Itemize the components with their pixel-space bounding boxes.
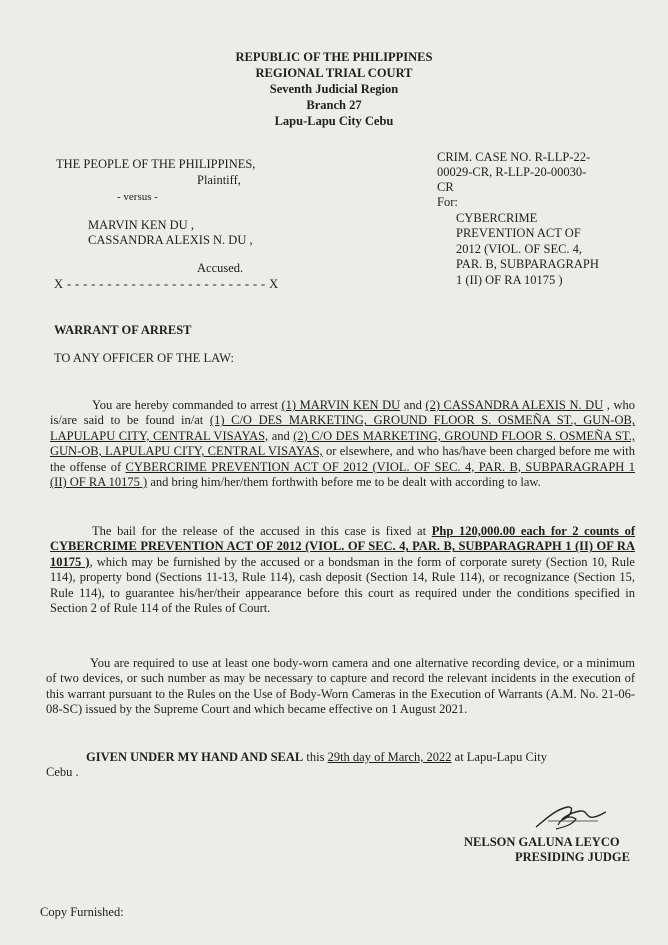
p1-text-k: and bring him/her/them forthwith before me to be dealt with according to law. <box>147 475 541 490</box>
offense-ref: CYBERCRIME PREVENTION ACT OF 2012 (VIOL. OF SEC. 4, PAR. B, SUBPARAGRAPH 1 (II) OF RA 10175 ) <box>50 459 635 490</box>
judge-name: NELSON GALUNA LEYCO <box>464 835 620 849</box>
p2-text-a: The bail for the release of the accused in this case is fixed at <box>92 524 432 538</box>
p1-text-c: and <box>400 398 426 412</box>
accused-1: MARVIN KEN DU , <box>88 218 194 232</box>
p1-text-i: or elsewhere, and who has/have been charged before me with the offense of <box>50 444 635 474</box>
header-republic: REPUBLIC OF THE PHILIPPINES <box>235 50 433 64</box>
judge-title: PRESIDING JUDGE <box>515 850 630 864</box>
bail-amount: Php 120,000.00 each for 2 counts of CYBERCRIME PREVENTION ACT OF 2012 (VIOL. OF SEC. 4, PAR. B, SUBPARAGRAPH 1 (II) OF RA 10175 ) <box>50 524 635 569</box>
p1-text-a: You are hereby commanded to arrest <box>92 398 282 412</box>
given-under-hand: GIVEN UNDER MY HAND AND SEAL <box>86 750 304 764</box>
plaintiff-label: Plaintiff, <box>197 173 241 187</box>
header-branch: Branch 27 <box>306 98 362 112</box>
header-court: REGIONAL TRIAL COURT <box>255 66 413 80</box>
offense-line1: CYBERCRIME <box>456 211 538 225</box>
versus-label: - versus - <box>117 191 158 203</box>
p1-text-e: , who is/are said to be found in/at <box>50 398 635 428</box>
case-number-line1: CRIM. CASE NO. R-LLP-22- <box>437 150 591 164</box>
accused-1-ref: (1) MARVIN KEN DU <box>281 398 401 412</box>
issue-date: 29th day of March, 2022 <box>327 750 452 764</box>
given-paragraph <box>46 750 635 781</box>
offense-line4: PAR. B, SUBPARAGRAPH <box>456 257 599 271</box>
bail-paragraph <box>50 524 635 616</box>
case-number-line2: 00029-CR, R-LLP-20-00030- <box>437 165 587 179</box>
p2-text-c: , which may be furnished by the accused or a bondsman in the form of corporate surety (Section 10, Rule 114), property bond (Sections 11-13, Rule 114), cash deposit (Section 14, Rule 114), or recognizance (Section 15, Rule 114), to guarantee his/her/their appearance before this court as required under the conditions specified in Section 2 of Rule 114 of the Rules of Court. <box>50 554 635 616</box>
for-label: For: <box>437 195 458 209</box>
caption-separator: X - - - - - - - - - - - - - - - - - - - - - - - - - X <box>54 277 279 291</box>
body-camera-paragraph: You are required to use at least one body-worn camera and one alternative recording device, or a minimum of two devices, or such number as may be necessary to capture and record the relevant incidents in the execution of this warrant pursuant to the Rules on the Use of Body-Worn Cameras in the Execution of Warrants (A.M. No. 21-06-08-SC) issued by the Supreme Court and which became effective on 1 August 2021. <box>46 656 635 717</box>
case-number-line3: CR <box>437 180 454 194</box>
accused-2: CASSANDRA ALEXIS N. DU , <box>88 233 253 247</box>
accused-2-ref: (2) CASSANDRA ALEXIS N. DU <box>425 398 604 412</box>
salutation: TO ANY OFFICER OF THE LAW: <box>54 351 234 365</box>
p4-text-e: Cebu . <box>46 765 79 780</box>
offense-line3: 2012 (VIOL. OF SEC. 4, <box>456 242 583 256</box>
header-city: Lapu-Lapu City Cebu <box>274 114 394 128</box>
address-1: (1) C/O DES MARKETING, GROUND FLOOR S. OSMEÑA ST., GUN-OB, LAPULAPU CITY, CENTRAL VISAYAS, <box>50 413 635 443</box>
offense-line2: PREVENTION ACT OF <box>456 226 581 240</box>
address-2: (2) C/O DES MARKETING, GROUND FLOOR S. OSMEÑA ST., GUN-OB, LAPULAPU CITY, CENTRAL VISAYAS, <box>50 428 635 459</box>
accused-label: Accused. <box>197 261 244 275</box>
copy-furnished-label: Copy Furnished: <box>40 905 124 919</box>
p4-text-b: this <box>303 750 328 764</box>
plaintiff-name: THE PEOPLE OF THE PHILIPPINES, <box>56 157 256 171</box>
p1-text-g: and <box>268 428 294 443</box>
offense-line5: 1 (II) OF RA 10175 ) <box>456 273 563 287</box>
header-region: Seventh Judicial Region <box>269 82 399 96</box>
p4-text-d: at Lapu-Lapu City <box>451 750 547 764</box>
arrest-command-paragraph <box>50 398 635 490</box>
document-title: WARRANT OF ARREST <box>54 323 192 337</box>
